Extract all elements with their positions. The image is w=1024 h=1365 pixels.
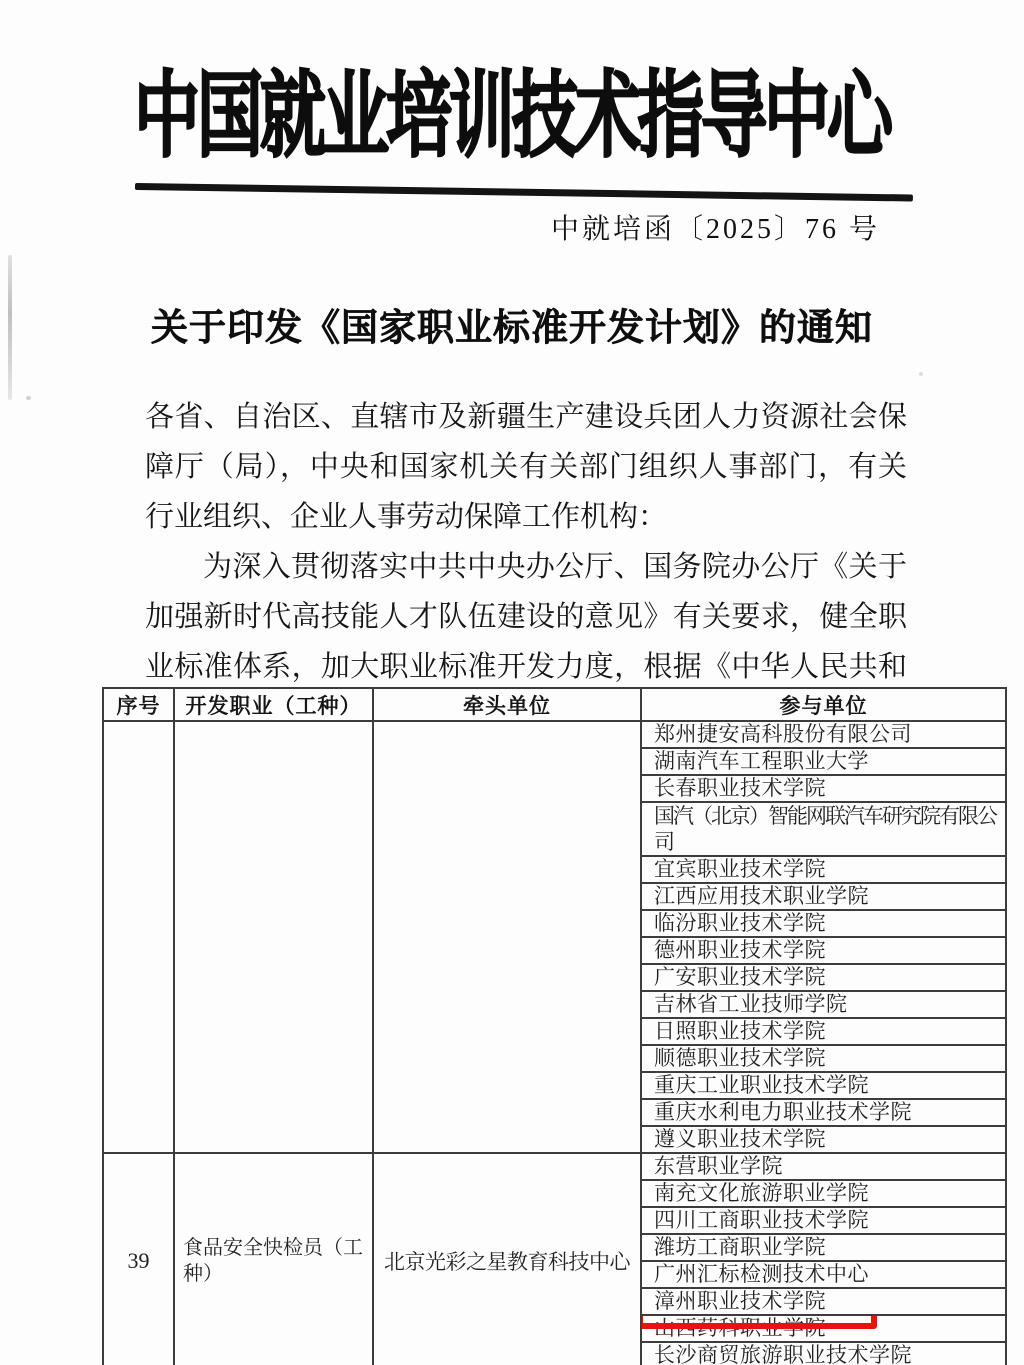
scan-artifact-dot	[26, 396, 31, 400]
header-rule	[135, 183, 913, 202]
participant-cell: 宜宾职业技术学院	[641, 856, 1006, 883]
doc-number: 中就培函〔2025〕76 号	[550, 214, 880, 245]
body-line: 为深入贯彻落实中共中央办公厅、国务院办公厅《关于	[203, 551, 907, 583]
org-title	[0, 40, 1024, 170]
occupation-cell	[174, 721, 373, 1153]
participant-cell: 重庆工业职业技术学院	[641, 1072, 1006, 1099]
participant-cell: 东营职业学院	[641, 1153, 1006, 1180]
participant-cell: 潍坊工商职业学院	[641, 1234, 1006, 1261]
participant-cell: 漳州职业技术学院	[641, 1288, 1006, 1315]
col-header-lead-unit: 牵头单位	[373, 688, 641, 721]
participant-cell: 四川工商职业技术学院	[641, 1207, 1006, 1234]
body-line: 业标准体系，加大职业标准开发力度，根据《中华人民共和	[145, 651, 907, 683]
participant-cell: 江西应用技术职业学院	[641, 883, 1006, 910]
org-title-text: 中国就业培训技术指导中心	[134, 65, 890, 170]
body-line: 障厅（局），中央和国家机关有关部门组织人事部门，有关	[145, 451, 907, 483]
body-line: 各省、自治区、直辖市及新疆生产建设兵团人力资源社会保	[145, 401, 907, 433]
col-header-occupation: 开发职业（工种）	[174, 688, 373, 721]
lead-unit-cell	[373, 721, 641, 1153]
seq-cell	[103, 721, 174, 1153]
participant-cell: 长春职业技术学院	[641, 775, 1006, 802]
participant-cell: 广安职业技术学院	[641, 964, 1006, 991]
table-row	[103, 721, 1006, 748]
occupation-cell: 食品安全快检员（工种）	[174, 1153, 373, 1365]
participant-cell: 顺德职业技术学院	[641, 1045, 1006, 1072]
seq-cell: 39	[103, 1153, 174, 1365]
participant-cell: 国汽（北京）智能网联汽车研究院有限公司	[641, 802, 1006, 856]
table-header-row	[103, 688, 1006, 721]
participant-cell: 吉林省工业技师学院	[641, 991, 1006, 1018]
development-plan-table	[102, 687, 1007, 1365]
participant-cell: 遵义职业技术学院	[641, 1126, 1006, 1153]
scan-artifact-dot	[919, 372, 923, 376]
participant-cell: 德州职业技术学院	[641, 937, 1006, 964]
lead-unit-cell: 北京光彩之星教育科技中心	[373, 1153, 641, 1365]
col-header-participants: 参与单位	[641, 688, 1006, 721]
doc-title: 关于印发《国家职业标准开发计划》的通知	[151, 308, 873, 349]
body-line: 加强新时代高技能人才队伍建设的意见》有关要求，健全职	[145, 601, 907, 633]
participant-cell: 南充文化旅游职业学院	[641, 1180, 1006, 1207]
participant-cell: 长沙商贸旅游职业技术学院	[641, 1342, 1006, 1365]
table-row	[103, 1153, 1006, 1180]
participant-name: 山西药科职业学院	[654, 1316, 826, 1340]
body-line: 行业组织、企业人事劳动保障工作机构：	[145, 501, 668, 533]
participant-cell: 广州汇标检测技术中心	[641, 1261, 1006, 1288]
participant-cell: 重庆水利电力职业技术学院	[641, 1099, 1006, 1126]
participant-cell: 湖南汽车工程职业大学	[641, 748, 1006, 775]
participant-cell-highlighted	[641, 1315, 1006, 1342]
participant-cell: 临汾职业技术学院	[641, 910, 1006, 937]
participant-cell: 郑州捷安高科股份有限公司	[641, 721, 1006, 748]
body-text	[145, 392, 907, 692]
participant-cell: 日照职业技术学院	[641, 1018, 1006, 1045]
col-header-seq: 序号	[103, 688, 174, 721]
